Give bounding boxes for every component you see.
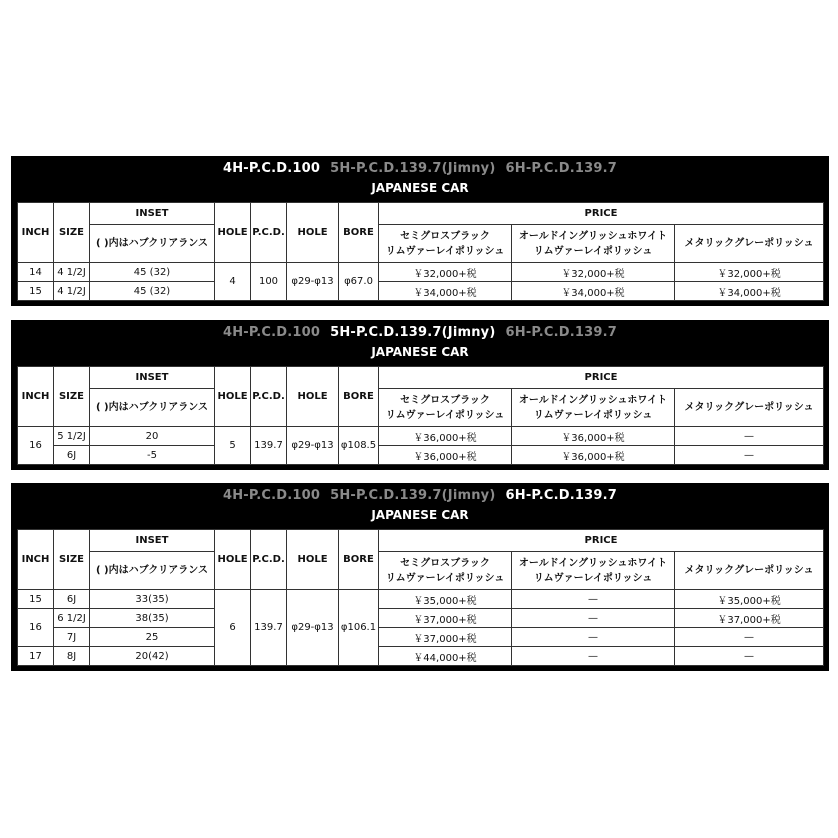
header-bore: BORE [339,530,379,590]
cell-hole: 5 [215,427,251,465]
subtitle: JAPANESE CAR [371,508,469,522]
cell-price-white: ￥36,000+税 [512,446,675,465]
header-row [18,203,824,225]
cell-inch: 15 [18,590,54,609]
cell-price-gray: — [675,427,824,446]
cell-size: 6J [54,590,90,609]
header-price: PRICE [379,530,824,552]
pcd-option[interactable]: 4H-P.C.D.100 [222,325,321,340]
header-inset: INSET [90,367,215,389]
finish-line: オールドイングリッシュホワイト [518,394,668,406]
cell-price-semigloss: ￥37,000+税 [379,628,512,647]
cell-price-semigloss: ￥35,000+税 [379,590,512,609]
header-inset: INSET [90,203,215,225]
subtitle: JAPANESE CAR [371,181,469,195]
header-hole-range: HOLE [287,203,339,263]
header-price: PRICE [379,203,824,225]
header-bore: BORE [339,367,379,427]
cell-pcd: 139.7 [251,427,287,465]
cell-hole-range: φ29-φ13 [287,590,339,666]
cell-price-gray: — [675,446,824,465]
pcd-selector [17,161,823,176]
cell-inch: 15 [18,282,54,301]
header-finish-white [512,225,675,263]
pcd-option[interactable]: 6H-P.C.D.139.7 [505,488,618,503]
cell-bore: φ106.1 [339,590,379,666]
finish-line: リムヴァーレイポリッシュ [533,409,653,421]
header-finish-gray: メタリックグレーポリッシュ [675,225,824,263]
cell-inset: 20 [90,427,215,446]
header-hole: HOLE [215,530,251,590]
header-pcd: P.C.D. [251,203,287,263]
table-row [18,263,824,282]
cell-price-white: — [512,647,675,666]
table-row [18,628,824,647]
cell-size: 8J [54,647,90,666]
finish-line: リムヴァーレイポリッシュ [533,572,653,584]
cell-inch: 17 [18,647,54,666]
header-inch: INCH [18,367,54,427]
cell-inset: 25 [90,628,215,647]
cell-inch: 16 [18,609,54,647]
cell-price-gray: ￥35,000+税 [675,590,824,609]
spec-block-1 [11,156,829,306]
cell-price-semigloss: ￥36,000+税 [379,446,512,465]
finish-line: オールドイングリッシュホワイト [518,230,668,242]
cell-price-white: ￥34,000+税 [512,282,675,301]
cell-inset: 33(35) [90,590,215,609]
pcd-option[interactable]: 5H-P.C.D.139.7(Jimny) [330,161,496,176]
header-bore: BORE [339,203,379,263]
header-hole-range: HOLE [287,367,339,427]
finish-line: セミグロスブラック [400,557,490,569]
cell-hole-range: φ29-φ13 [287,263,339,301]
cell-price-gray: ￥32,000+税 [675,263,824,282]
cell-inch: 14 [18,263,54,282]
pcd-option[interactable]: 4H-P.C.D.100 [222,488,321,503]
header-inch: INCH [18,530,54,590]
pcd-option[interactable]: 6H-P.C.D.139.7 [505,325,618,340]
cell-price-white: — [512,628,675,647]
cell-price-semigloss: ￥32,000+税 [379,263,512,282]
pcd-option[interactable]: 4H-P.C.D.100 [222,161,321,176]
header-size: SIZE [54,530,90,590]
header-finish-white [512,389,675,427]
header-price: PRICE [379,367,824,389]
header-finish-gray: メタリックグレーポリッシュ [675,389,824,427]
table-row [18,590,824,609]
cell-inset: 38(35) [90,609,215,628]
spec-table [17,529,824,666]
block-header [17,156,823,202]
finish-line: リムヴァーレイポリッシュ [533,245,653,257]
cell-price-semigloss: ￥34,000+税 [379,282,512,301]
header-inset-note: ( )内はハブクリアランス [90,225,215,263]
header-inset: INSET [90,530,215,552]
finish-line: セミグロスブラック [400,230,490,242]
cell-hole-range: φ29-φ13 [287,427,339,465]
header-size: SIZE [54,203,90,263]
finish-line: セミグロスブラック [400,394,490,406]
spec-block-2 [11,320,829,470]
cell-size: 4 1/2J [54,282,90,301]
finish-line: リムヴァーレイポリッシュ [385,572,505,584]
pcd-option[interactable]: 5H-P.C.D.139.7(Jimny) [330,488,496,503]
header-finish-semigloss [379,389,512,427]
pcd-selector [17,488,823,503]
table-row [18,282,824,301]
header-row [18,552,824,590]
cell-price-gray: ￥34,000+税 [675,282,824,301]
cell-size: 7J [54,628,90,647]
header-hole: HOLE [215,367,251,427]
cell-price-white: ￥32,000+税 [512,263,675,282]
cell-inset: -5 [90,446,215,465]
subtitle: JAPANESE CAR [371,345,469,359]
cell-inset: 20(42) [90,647,215,666]
table-row [18,446,824,465]
header-inset-note: ( )内はハブクリアランス [90,552,215,590]
finish-line: リムヴァーレイポリッシュ [385,409,505,421]
cell-size: 6J [54,446,90,465]
header-row [18,225,824,263]
cell-price-gray: — [675,628,824,647]
table-row [18,427,824,446]
cell-inch: 16 [18,427,54,465]
cell-size: 5 1/2J [54,427,90,446]
cell-price-gray: ￥37,000+税 [675,609,824,628]
block-header [17,483,823,529]
header-hole: HOLE [215,203,251,263]
cell-bore: φ67.0 [339,263,379,301]
pcd-selector [17,325,823,340]
table-row [18,647,824,666]
block-header [17,320,823,366]
header-row [18,367,824,389]
spec-table [17,202,824,301]
cell-price-semigloss: ￥36,000+税 [379,427,512,446]
header-size: SIZE [54,367,90,427]
cell-pcd: 100 [251,263,287,301]
cell-inset: 45 (32) [90,263,215,282]
cell-bore: φ108.5 [339,427,379,465]
cell-hole: 6 [215,590,251,666]
cell-size: 6 1/2J [54,609,90,628]
cell-size: 4 1/2J [54,263,90,282]
spec-block-3 [11,483,829,671]
cell-price-semigloss: ￥44,000+税 [379,647,512,666]
cell-price-gray: — [675,647,824,666]
pcd-option[interactable]: 5H-P.C.D.139.7(Jimny) [330,325,496,340]
header-finish-semigloss [379,225,512,263]
pcd-option[interactable]: 6H-P.C.D.139.7 [505,161,618,176]
header-hole-range: HOLE [287,530,339,590]
header-inset-note: ( )内はハブクリアランス [90,389,215,427]
header-row [18,389,824,427]
finish-line: オールドイングリッシュホワイト [518,557,668,569]
cell-price-white: — [512,590,675,609]
spec-table [17,366,824,465]
header-finish-semigloss [379,552,512,590]
header-finish-gray: メタリックグレーポリッシュ [675,552,824,590]
header-finish-white [512,552,675,590]
cell-hole: 4 [215,263,251,301]
cell-price-white: ￥36,000+税 [512,427,675,446]
header-pcd: P.C.D. [251,367,287,427]
header-pcd: P.C.D. [251,530,287,590]
cell-pcd: 139.7 [251,590,287,666]
cell-inset: 45 (32) [90,282,215,301]
cell-price-white: — [512,609,675,628]
table-row [18,609,824,628]
finish-line: リムヴァーレイポリッシュ [385,245,505,257]
header-inch: INCH [18,203,54,263]
header-row [18,530,824,552]
cell-price-semigloss: ￥37,000+税 [379,609,512,628]
